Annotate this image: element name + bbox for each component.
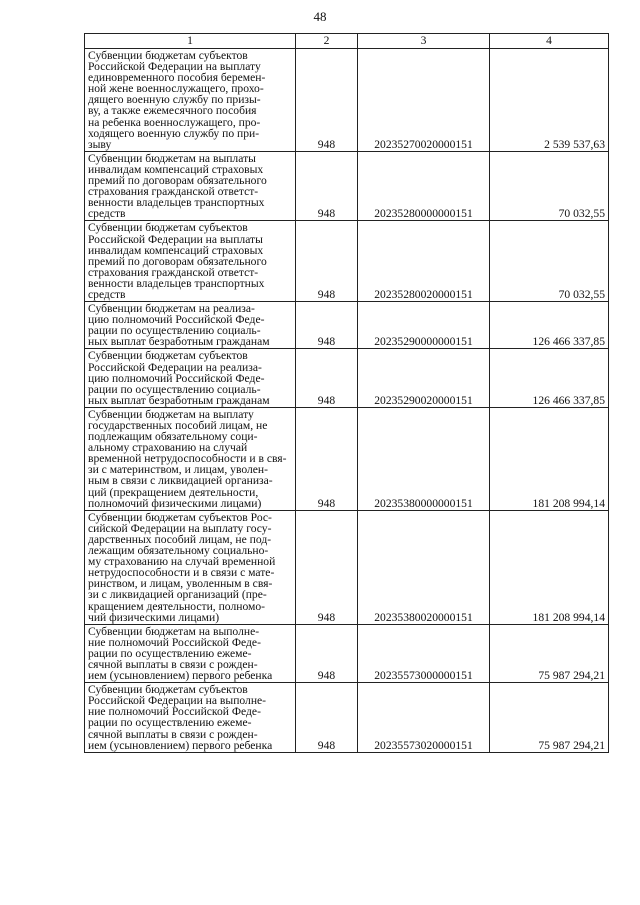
description-line: страхования гражданской ответст- [88,265,259,279]
description-line: страхования гражданской ответст- [88,185,259,199]
row-amount: 181 208 994,14 [490,407,609,510]
description-line: единовременного пособия беремен- [88,71,266,85]
row-admin-code: 948 [296,510,358,624]
row-amount: 2 539 537,63 [490,49,609,152]
description-line: нетрудоспособности и в связи с мате- [88,566,275,580]
row-amount: 181 208 994,14 [490,510,609,624]
row-description [85,683,296,753]
description-line: рации по осуществлению социаль- [88,324,261,338]
description-line: ние полномочий Российской Феде- [88,705,261,719]
description-line: зи с ликвидацией организаций (пре- [88,588,267,602]
description-line: Субвенции бюджетам субъектов [88,683,248,697]
row-admin-code: 948 [296,407,358,510]
table-row [85,151,609,221]
row-budget-code: 20235270020000151 [358,49,490,152]
row-budget-code: 20235290020000151 [358,349,490,407]
column-header-4: 4 [490,34,609,49]
column-header-3: 3 [358,34,490,49]
row-amount: 75 987 294,21 [490,683,609,753]
description-line: рации по осуществлению ежеме- [88,646,252,660]
description-line: ву, а также ежемесячного пособия [88,104,257,118]
description-line: рации по осуществлению социаль- [88,382,261,396]
row-description [85,624,296,682]
row-admin-code: 948 [296,302,358,349]
description-line: ных выплат безработным гражданам [88,393,270,407]
description-line: на ребенка военнослужащего, про- [88,115,261,129]
description-line: кращением деятельности, полномо- [88,599,266,613]
description-line: государственных пособий лицам, не [88,419,268,432]
table-row [85,624,609,682]
description-line: Субвенции бюджетам субъектов [88,349,248,363]
page-number: 48 [313,9,327,24]
description-line: Субвенции бюджетам на выплаты [88,151,256,165]
description-line: му страхованию на случай временной [88,555,276,569]
description-line: Субвенции бюджетам субъектов [88,221,248,235]
row-description [85,510,296,624]
row-admin-code: 948 [296,683,358,753]
row-description [85,151,296,221]
description-line: ием (усыновлением) первого ребенка [88,738,273,752]
description-line: ринством, и лицам, уволенным в свя- [88,577,273,591]
table-row [85,49,609,152]
description-line: цию полномочий Российской Феде- [88,371,265,385]
description-line: сийской Федерации на выплату госу- [88,521,272,535]
row-budget-code: 20235573020000151 [358,683,490,753]
description-line: ной жене военнослужащего, прохо- [88,82,264,96]
row-budget-code: 20235380020000151 [358,510,490,624]
row-amount: 70 032,55 [490,151,609,221]
description-line: премий по договорам обязательного [88,254,267,268]
row-admin-code: 948 [296,624,358,682]
description-line: дарственных пособий лицам, не под- [88,532,272,546]
description-line: инвалидам компенсаций страховых [88,243,264,257]
description-line: ций (прекращением деятельности, [88,485,259,499]
row-budget-code: 20235280000000151 [358,151,490,221]
row-amount: 75 987 294,21 [490,624,609,682]
description-line: лежащим обязательному социально- [88,544,269,558]
description-line: чий физическими лицами) [88,610,220,624]
table-header-row [85,34,609,49]
row-admin-code: 948 [296,151,358,221]
description-line: подлежащим обязательному соци- [88,430,258,444]
row-description [85,349,296,407]
description-line: премий по договорам обязательного [88,174,267,188]
description-line: цию полномочий Российской Феде- [88,313,265,327]
row-budget-code: 20235573000000151 [358,624,490,682]
description-line: зи с материнством, и лицам, уволен- [88,463,268,477]
row-budget-code: 20235290000000151 [358,302,490,349]
row-amount: 70 032,55 [490,221,609,302]
description-line: ходящего военную службу по при- [88,126,260,140]
table-row [85,510,609,624]
description-line: ием (усыновлением) первого ребенка [88,669,273,683]
row-admin-code: 948 [296,49,358,152]
table-row [85,221,609,302]
row-admin-code: 948 [296,221,358,302]
row-description [85,302,296,349]
table-row [85,683,609,753]
subventions-table [84,33,609,753]
description-line: ным в связи с ликвидацией организа- [88,474,273,488]
description-line: венности владельцев транспортных [88,276,265,290]
table-row [85,302,609,349]
description-line: Субвенции бюджетам на выплату [88,407,254,421]
row-budget-code: 20235380000000151 [358,407,490,510]
description-line: сячной выплаты в связи с рожден- [88,657,258,671]
column-header-2: 2 [296,34,358,49]
row-budget-code: 20235280020000151 [358,221,490,302]
row-amount: 126 466 337,85 [490,302,609,349]
description-line: инвалидам компенсаций страховых [88,162,264,176]
table-row [85,407,609,510]
description-line: Российской Федерации на выплату [88,60,261,74]
description-line: Российской Федерации на выплаты [88,232,263,246]
description-line: полномочий физическими лицами) [88,496,262,510]
row-amount: 126 466 337,85 [490,349,609,407]
row-description [85,49,296,152]
description-line: Субвенции бюджетам субъектов Рос- [88,510,272,524]
description-line: рации по осуществлению ежеме- [88,716,252,730]
column-header-1: 1 [85,34,296,49]
description-line: Субвенции бюджетам на выполне- [88,624,260,638]
description-line: ных выплат безработным гражданам [88,335,270,349]
description-line: венности владельцев транспортных [88,196,265,210]
row-admin-code: 948 [296,349,358,407]
description-line: зыву [88,137,112,151]
description-line: ние полномочий Российской Феде- [88,635,261,649]
description-line: Российской Федерации на реализа- [88,360,262,374]
description-line: Субвенции бюджетам на реализа- [88,302,255,316]
description-line: средств [88,207,126,221]
description-line: временной нетрудоспособности и в свя- [88,452,287,466]
table-row [85,349,609,407]
row-description [85,407,296,510]
description-line: альному страхованию на случай [88,441,248,455]
description-line: сячной выплаты в связи с рожден- [88,727,258,741]
description-line: средств [88,287,126,301]
description-line: Российской Федерации на выполне- [88,694,267,708]
description-line: дящего военную службу по призы- [88,93,261,107]
row-description [85,221,296,302]
description-line: Субвенции бюджетам субъектов [88,49,248,62]
